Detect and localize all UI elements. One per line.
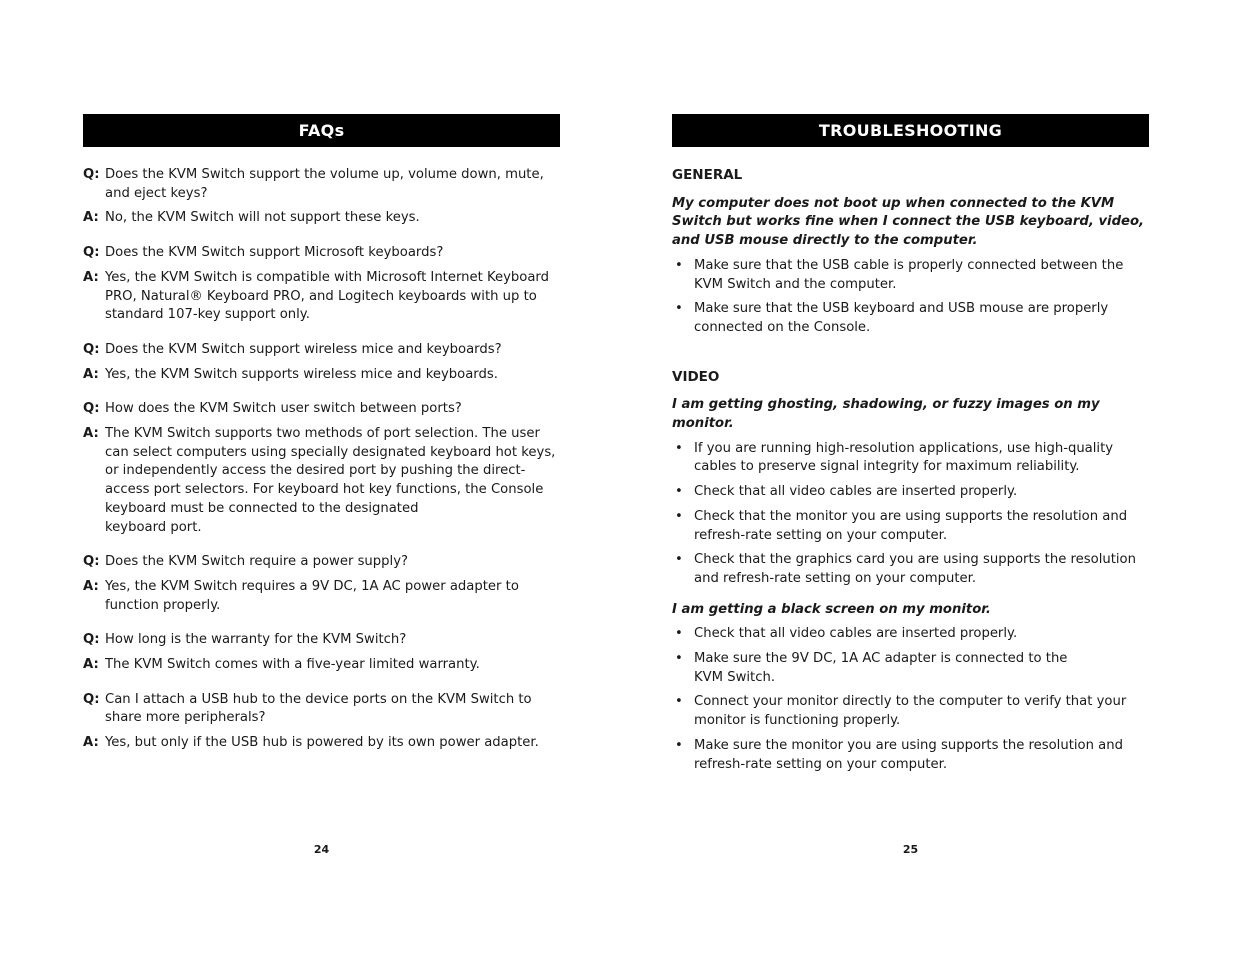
answer-text: Yes, the KVM Switch requires a 9V DC, 1A AC power adapter to function properly. [105,578,519,613]
answer-label: A: [83,210,99,226]
video-heading: VIDEO [672,368,720,385]
answer-text: Yes, the KVM Switch supports wireless mice and keyboards. [105,366,498,382]
question-label: Q: [83,341,100,357]
bullet-icon: • [675,508,683,524]
question-label: Q: [83,167,100,182]
list-item [672,300,1149,337]
faq-item [83,166,560,228]
bullet-text: Check that all video cables are inserted properly. [694,484,1018,500]
bullet-icon: • [675,737,683,753]
answer-label: A: [83,735,99,751]
problem-statement: My computer does not boot up when connected to the KVM Switch but works fine when I connect the USB keyboard, video, and USB mouse directly to the computer. [672,195,1145,249]
bullet-icon: • [675,484,683,500]
bullet-icon: • [675,651,683,667]
bullet-text: Make sure that the USB cable is properly connected between the KVM Switch and the computer. [694,257,1124,292]
answer-text: No, the KVM Switch will not support these keys. [105,210,420,226]
question-label: Q: [83,554,100,570]
list-item [672,693,1149,730]
bullet-icon: • [675,694,683,710]
bullet-text: Make sure the 9V DC, 1A AC adapter is connected to the KVM Switch. [694,651,1068,685]
faq-item [83,631,560,674]
faqs-title: FAQs [83,114,560,147]
question-text: Can I attach a USB hub to the device ports on the KVM Switch to share more peripherals? [105,691,532,726]
list-item [672,440,1149,477]
page-number: 25 [902,843,919,856]
troubleshooting-title: TROUBLESHOOTING [672,114,1149,147]
question-text: How does the KVM Switch user switch between ports? [105,401,462,417]
bullet-text: Check that all video cables are inserted properly. [694,626,1018,642]
troubleshooting-content [672,166,1149,774]
bullet-icon: • [675,440,683,456]
problem-statement: I am getting ghosting, shadowing, or fuzzy images on my monitor. [672,397,1100,432]
question-label: Q: [83,632,100,648]
faq-item [83,244,560,325]
question-text: Does the KVM Switch require a power supply? [105,554,409,570]
answer-label: A: [83,269,99,285]
list-item [672,257,1149,294]
bullet-icon: • [675,552,683,568]
bullet-text: If you are running high-resolution applications, use high-quality cables to preserve signal integrity for maximum reliability. [694,440,1114,475]
answer-text: The KVM Switch comes with a five-year limited warranty. [105,657,480,673]
list-item [672,737,1149,774]
answer-label: A: [83,578,99,594]
faq-item [83,400,560,537]
answer-text: Yes, but only if the USB hub is powered by its own power adapter. [105,735,539,751]
problem-statement: I am getting a black screen on my monitor. [672,601,991,617]
faq-item [83,341,560,384]
bullet-text: Connect your monitor directly to the computer to verify that your monitor is functioning properly. [694,694,1127,729]
question-label: Q: [83,245,100,261]
answer-label: A: [83,366,99,382]
list-item [672,650,1149,687]
page-number: 24 [313,843,330,856]
question-text: Does the KVM Switch support the volume up, volume down, mute, and eject keys? [105,167,544,201]
question-label: Q: [83,691,100,707]
bullet-icon: • [675,301,683,317]
list-item [672,508,1149,545]
question-label: Q: [83,401,100,417]
bullet-text: Make sure that the USB keyboard and USB mouse are properly connected on the Console. [694,301,1109,335]
question-text: Does the KVM Switch support Microsoft keyboards? [105,245,444,261]
answer-text: The KVM Switch supports two methods of port selection. The user can select computers using specially designated keyboard hot keys, or independently access the desired port by pushing the direct-access port selectors. For keyboard hot key functions, the Console keyboard must be connected to the designated keyboard port. [105,426,556,535]
list-item [672,483,1149,502]
question-text: How long is the warranty for the KVM Switch? [105,632,407,648]
answer-text: Yes, the KVM Switch is compatible with Microsoft Internet Keyboard PRO, Natural® Keyboard PRO, and Logitech keyboards with up to standard 107-key support only. [105,269,549,323]
bullet-text: Check that the monitor you are using supports the resolution and refresh-rate setting on your computer. [694,508,1128,543]
faq-item [83,553,560,615]
list-item [672,625,1149,644]
bullet-icon: • [675,257,683,273]
answer-label: A: [83,426,99,442]
question-text: Does the KVM Switch support wireless mice and keyboards? [105,341,502,357]
bullet-text: Check that the graphics card you are using supports the resolution and refresh-rate setting on your computer. [694,552,1136,586]
answer-label: A: [83,657,99,673]
general-heading: GENERAL [672,167,743,183]
bullet-text: Make sure the monitor you are using supports the resolution and refresh-rate setting on your computer. [694,737,1123,772]
list-item [672,551,1149,588]
faqs-content [83,166,560,753]
faq-item [83,691,560,753]
bullet-icon: • [675,626,683,642]
